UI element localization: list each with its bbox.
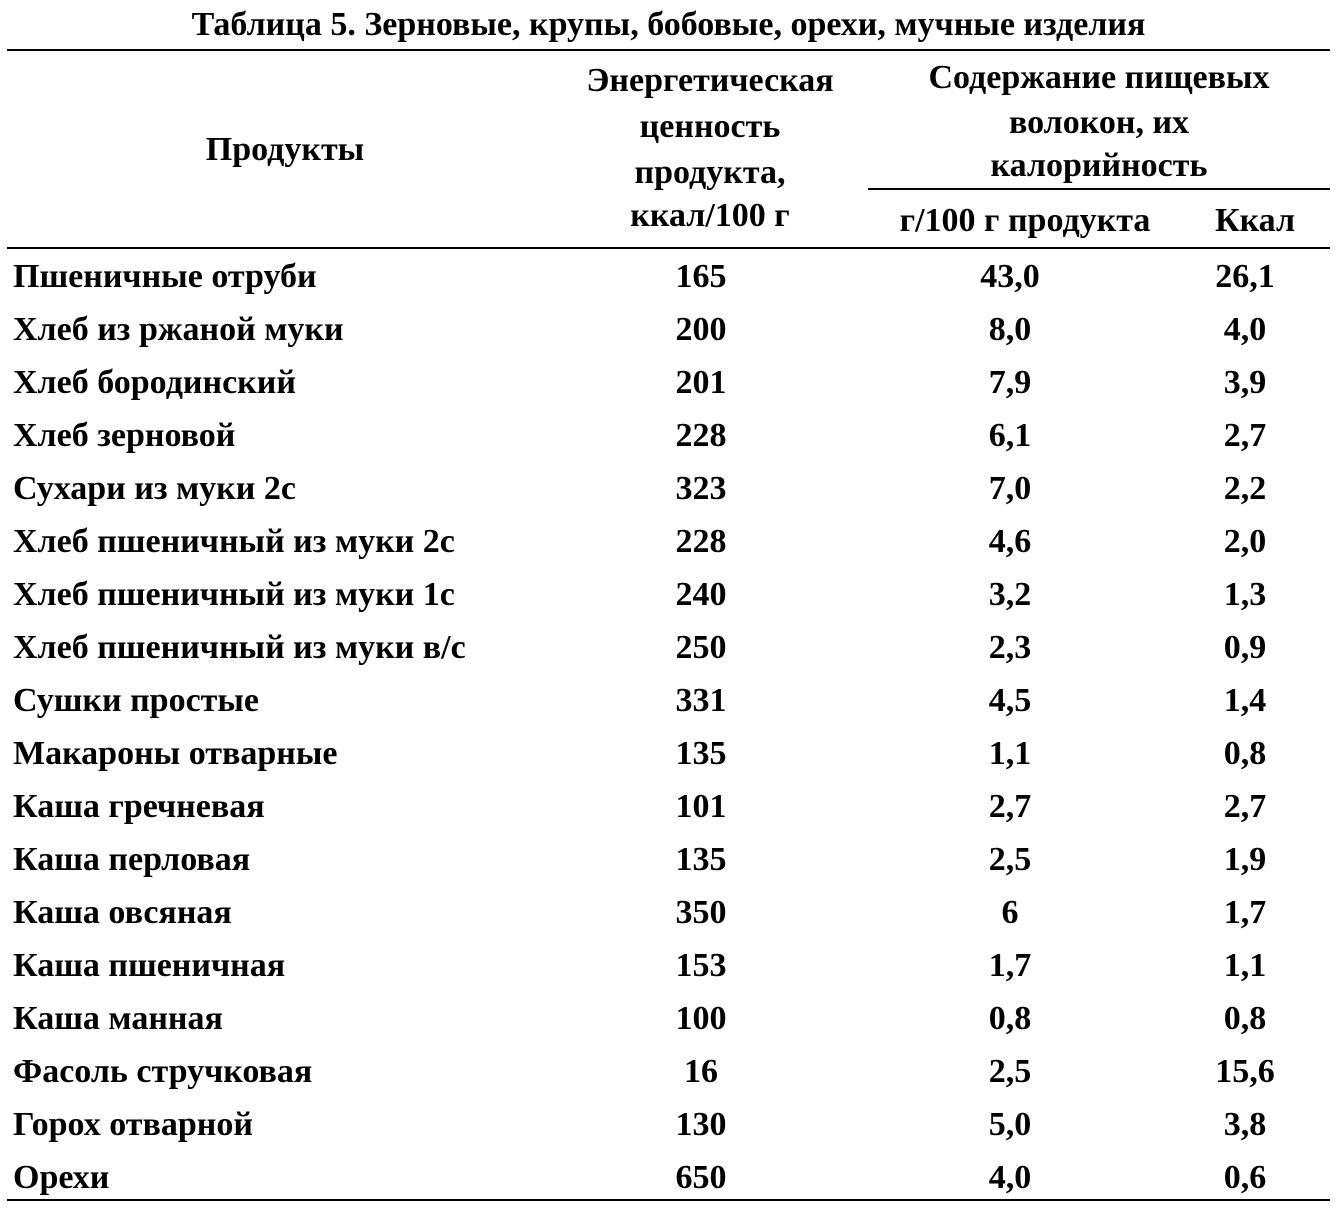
table-row xyxy=(0,356,1337,409)
cell-energy: 350 xyxy=(675,894,727,931)
cell-energy: 250 xyxy=(675,629,727,666)
cell-fiber-kcal: 0,9 xyxy=(1223,629,1267,666)
table-row xyxy=(0,515,1337,568)
table-row xyxy=(0,992,1337,1045)
cell-fiber-g: 4,5 xyxy=(988,682,1032,719)
cell-fiber-g: 43,0 xyxy=(980,258,1040,295)
cell-fiber-g: 4,6 xyxy=(988,523,1032,560)
cell-product: Хлеб бородинский xyxy=(13,364,296,401)
cell-product: Каша перловая xyxy=(13,841,251,878)
cell-product: Сушки простые xyxy=(13,682,260,719)
cell-energy: 228 xyxy=(675,523,727,560)
table-row xyxy=(0,1045,1337,1098)
cell-fiber-kcal: 1,1 xyxy=(1223,947,1267,984)
table-row xyxy=(0,833,1337,886)
subheader-rule xyxy=(868,188,1330,190)
table-row xyxy=(0,1098,1337,1151)
cell-fiber-g: 2,5 xyxy=(988,1053,1032,1090)
cell-energy: 135 xyxy=(675,841,727,878)
cell-product: Пшеничные отруби xyxy=(13,258,317,295)
cell-product: Каша гречневая xyxy=(13,788,265,825)
table-row xyxy=(0,886,1337,939)
cell-energy: 240 xyxy=(675,576,727,613)
cell-energy: 101 xyxy=(675,788,727,825)
cell-product: Хлеб пшеничный из муки 1с xyxy=(13,576,455,613)
header-fiber-kcal: Ккал xyxy=(1214,202,1296,239)
table-row xyxy=(0,621,1337,674)
cell-energy: 228 xyxy=(675,417,727,454)
cell-fiber-kcal: 0,8 xyxy=(1223,735,1267,772)
cell-fiber-kcal: 3,8 xyxy=(1223,1106,1267,1143)
cell-fiber-kcal: 26,1 xyxy=(1215,258,1275,295)
cell-energy: 16 xyxy=(684,1053,718,1090)
header-energy-line: ккал/100 г xyxy=(630,197,790,234)
cell-product: Каша пшеничная xyxy=(13,947,286,984)
cell-fiber-kcal: 2,2 xyxy=(1223,470,1267,507)
cell-fiber-g: 7,0 xyxy=(988,470,1032,507)
cell-fiber-kcal: 15,6 xyxy=(1215,1053,1275,1090)
table-row xyxy=(0,780,1337,833)
cell-product: Фасоль стручковая xyxy=(13,1053,313,1090)
table-row xyxy=(0,462,1337,515)
cell-product: Хлеб пшеничный из муки в/с xyxy=(13,629,466,666)
table-row xyxy=(0,727,1337,780)
cell-energy: 323 xyxy=(675,470,727,507)
cell-fiber-kcal: 1,3 xyxy=(1223,576,1267,613)
table-row xyxy=(0,303,1337,356)
table-row xyxy=(0,568,1337,621)
cell-fiber-kcal: 0,6 xyxy=(1223,1159,1267,1196)
header-fiber-line: калорийность xyxy=(990,147,1208,184)
cell-energy: 153 xyxy=(675,947,727,984)
cell-fiber-g: 2,5 xyxy=(988,841,1032,878)
cell-fiber-g: 1,1 xyxy=(988,735,1032,772)
cell-fiber-g: 2,3 xyxy=(988,629,1032,666)
cell-fiber-kcal: 4,0 xyxy=(1223,311,1267,348)
cell-fiber-kcal: 0,8 xyxy=(1223,1000,1267,1037)
cell-energy: 331 xyxy=(675,682,727,719)
cell-fiber-g: 7,9 xyxy=(988,364,1032,401)
cell-fiber-g: 6 xyxy=(1001,894,1019,931)
cell-fiber-kcal: 1,9 xyxy=(1223,841,1267,878)
cell-product: Хлеб зерновой xyxy=(13,417,236,454)
table-row xyxy=(0,1151,1337,1204)
header-products: Продукты xyxy=(205,131,365,168)
cell-fiber-kcal: 1,4 xyxy=(1223,682,1267,719)
cell-energy: 201 xyxy=(675,364,727,401)
header-energy-line: продукта, xyxy=(634,154,786,191)
header-energy-line: ценность xyxy=(639,108,781,145)
cell-fiber-kcal: 2,0 xyxy=(1223,523,1267,560)
bottom-rule xyxy=(7,1199,1330,1201)
cell-fiber-kcal: 2,7 xyxy=(1223,788,1267,825)
cell-fiber-g: 3,2 xyxy=(988,576,1032,613)
cell-energy: 135 xyxy=(675,735,727,772)
cell-energy: 100 xyxy=(675,1000,727,1037)
cell-product: Горох отварной xyxy=(13,1106,253,1143)
cell-product: Хлеб из ржаной муки xyxy=(13,311,344,348)
table-title: Таблица 5. Зерновые, крупы, бобовые, орехи, мучные изделия xyxy=(191,6,1146,43)
cell-product: Макароны отварные xyxy=(13,735,338,772)
cell-fiber-g: 6,1 xyxy=(988,417,1032,454)
cell-fiber-kcal: 3,9 xyxy=(1223,364,1267,401)
cell-energy: 165 xyxy=(675,258,727,295)
cell-fiber-kcal: 1,7 xyxy=(1223,894,1267,931)
cell-product: Хлеб пшеничный из муки 2с xyxy=(13,523,455,560)
table-row xyxy=(0,939,1337,992)
cell-product: Сухари из муки 2с xyxy=(13,470,296,507)
cell-fiber-g: 4,0 xyxy=(988,1159,1032,1196)
cell-energy: 130 xyxy=(675,1106,727,1143)
cell-energy: 650 xyxy=(675,1159,727,1196)
header-energy-line: Энергетическая xyxy=(586,62,834,99)
table-row xyxy=(0,409,1337,462)
cell-product: Каша манная xyxy=(13,1000,223,1037)
header-bottom-rule xyxy=(7,247,1330,249)
table-row xyxy=(0,250,1337,303)
cell-product: Орехи xyxy=(13,1159,110,1196)
header-fiber-g: г/100 г продукта xyxy=(899,202,1151,239)
cell-fiber-kcal: 2,7 xyxy=(1223,417,1267,454)
top-rule xyxy=(7,49,1330,51)
cell-product: Каша овсяная xyxy=(13,894,232,931)
header-fiber-line: волокон, их xyxy=(1008,104,1190,141)
table-row xyxy=(0,674,1337,727)
cell-fiber-g: 2,7 xyxy=(988,788,1032,825)
cell-fiber-g: 8,0 xyxy=(988,311,1032,348)
cell-fiber-g: 5,0 xyxy=(988,1106,1032,1143)
header-fiber-line: Содержание пищевых xyxy=(928,59,1270,96)
cell-energy: 200 xyxy=(675,311,727,348)
cell-fiber-g: 0,8 xyxy=(988,1000,1032,1037)
cell-fiber-g: 1,7 xyxy=(988,947,1032,984)
